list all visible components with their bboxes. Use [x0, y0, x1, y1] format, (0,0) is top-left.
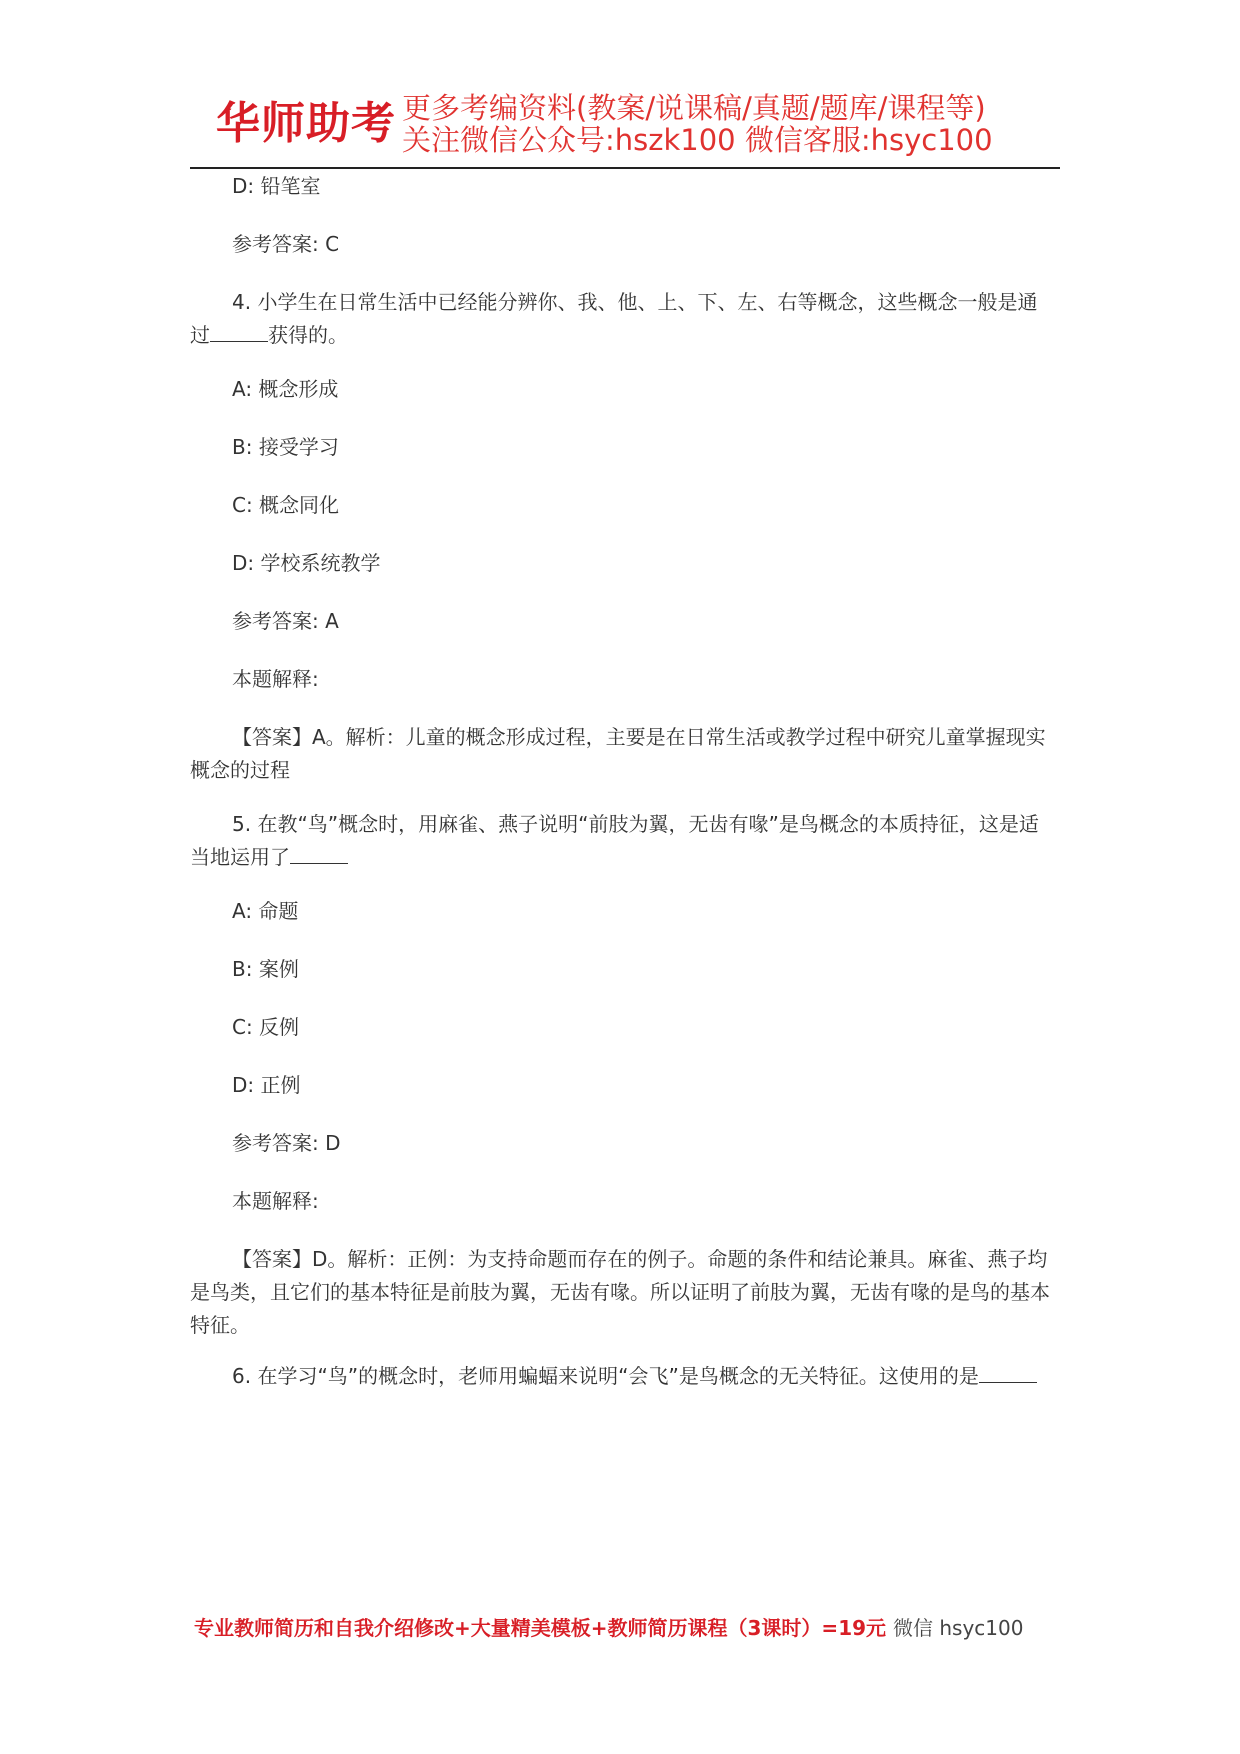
- header-divider: [190, 167, 1060, 169]
- q4-option-c: C: 概念同化: [232, 493, 340, 517]
- q5-option-b: B: 案例: [232, 957, 299, 981]
- q5-option-d: D: 正例: [232, 1073, 301, 1097]
- q6-blank: [979, 1362, 1037, 1383]
- q3-answer: 参考答案: C: [232, 232, 340, 256]
- q4-option-b: B: 接受学习: [232, 435, 339, 459]
- q4-stem-text: 4. 小学生在日常生活中已经能分辨你、我、他、上、下、左、右等概念，这些概念一般是通过: [190, 290, 1038, 347]
- promo-line-2: 关注微信公众号:hszk100 微信客服:hsyc100: [402, 123, 993, 157]
- footer-promo: 专业教师简历和自我介绍修改+大量精美模板+教师简历课程（3课时）=19元: [194, 1616, 887, 1640]
- q5-option-c: C: 反例: [232, 1015, 300, 1039]
- footer-banner: [194, 1613, 1064, 1643]
- q5-blank: [290, 843, 348, 864]
- q6-stem-text: 6. 在学习“鸟”的概念时，老师用蝙蝠来说明“会飞”是鸟概念的无关特征。这使用的是: [232, 1364, 979, 1388]
- promo-line-1: 更多考编资料(教案/说课稿/真题/题库/课程等): [402, 91, 986, 125]
- q4-explanation-label: 本题解释:: [232, 667, 319, 691]
- q5-stem-text: 5. 在教“鸟”概念时，用麻雀、燕子说明“前肢为翼，无齿有喙”是鸟概念的本质持征，这是适当地运用了: [190, 812, 1039, 869]
- q4-answer: 参考答案: A: [232, 609, 339, 633]
- header-promo: [402, 92, 993, 156]
- q4-stem-end: 获得的。: [268, 323, 348, 347]
- header-banner: [190, 92, 1060, 158]
- q5-explanation-label: 本题解释:: [232, 1189, 319, 1213]
- q5-explanation: 【答案】D。解析：正例：为支持命题而存在的例子。命题的条件和结论兼具。麻雀、燕子均是鸟类，且它们的基本特征是前肢为翼，无齿有喙。所以证明了前肢为翼，无齿有喙的是鸟的基本特征。: [190, 1247, 1050, 1337]
- q5-stem: [190, 808, 1056, 874]
- q4-stem: [190, 286, 1056, 352]
- brand-logo: 华师助考: [216, 98, 396, 149]
- q4-blank: [210, 321, 268, 342]
- q4-explanation: 【答案】A。解析：儿童的概念形成过程，主要是在日常生活或教学过程中研究儿童掌握现实概念的过程: [190, 725, 1046, 782]
- q3-option-d: D: 铅笔室: [232, 174, 321, 198]
- q4-option-a: A: 概念形成: [232, 377, 339, 401]
- q6-stem: [190, 1360, 1056, 1393]
- q4-option-d: D: 学校系统教学: [232, 551, 381, 575]
- footer-contact: 微信 hsyc100: [893, 1616, 1024, 1640]
- q5-option-a: A: 命题: [232, 899, 299, 923]
- q5-answer: 参考答案: D: [232, 1131, 341, 1155]
